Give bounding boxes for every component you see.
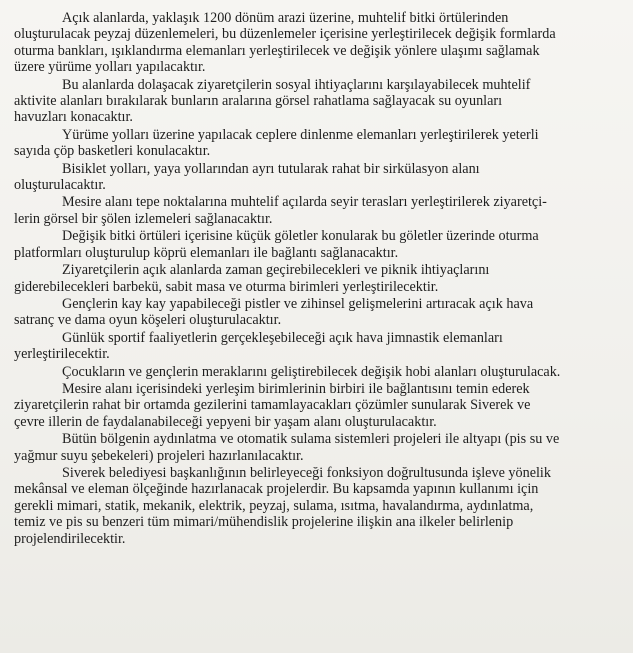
document-body <box>14 10 626 547</box>
text-line: lerin görsel bir şölen izlemeleri sağlanacaktır. <box>14 210 273 227</box>
text-line: platformları oluşturulup köprü elemanları ile bağlantı sağlanacaktır. <box>14 244 399 261</box>
paragraph <box>14 330 626 363</box>
text-line: aktivite alanları bırakılarak bunların aralarına görsel rahatlama sağlayacak su oyunları <box>14 93 503 110</box>
paragraph <box>14 465 626 547</box>
text-line: oturma bankları, ışıklandırma elemanları yerleştirilecek ve değişik yönlere ulaşımı sağlamak <box>14 42 540 59</box>
text-line: Çocukların ve gençlerin meraklarını geliştirebilecek değişik hobi alanları oluşturulacak. <box>62 363 561 380</box>
text-line: yağmur suyu şebekeleri) projeleri hazırlanılacaktır. <box>14 447 304 464</box>
text-line: Mesire alanı tepe noktalarına muhtelif açılarda seyir terasları yerleştirilerek ziyaretçi- <box>62 194 547 211</box>
text-line: Siverek belediyesi başkanlığının belirleyeceği fonksiyon doğrultusunda işleve yönelik <box>62 464 551 481</box>
paragraph <box>14 431 626 464</box>
paragraph <box>14 364 626 380</box>
paragraph <box>14 228 626 261</box>
text-line: projelendirilecektir. <box>14 530 126 547</box>
text-line: havuzları konacaktır. <box>14 109 133 126</box>
text-line: Ziyaretçilerin açık alanlarda zaman geçirebilecekleri ve piknik ihtiyaçlarını <box>62 262 490 279</box>
text-line: Mesire alanı içerisindeki yerleşim birimlerinin birbiri ile bağlantısını temin ederek <box>62 380 530 397</box>
text-line: Bütün bölgenin aydınlatma ve otomatik sulama sistemleri projeleri ile altyapı (pis su ve <box>62 431 560 448</box>
text-line: Değişik bitki örtüleri içerisine küçük göletler konularak bu göletler üzerinde oturma <box>62 228 539 245</box>
paragraph <box>14 127 626 160</box>
text-line: Bu alanlarda dolaşacak ziyaretçilerin sosyal ihtiyaçlarını karşılayabilecek muhtelif <box>62 76 531 93</box>
text-line: satranç ve dama oyun köşeleri oluşturulacaktır. <box>14 312 282 329</box>
text-line: gerekli mimari, statik, mekanik, elektrik, peyzaj, sulama, ısıtma, havalandırma, aydınlatma, <box>14 497 534 514</box>
text-line: sayıda çöp basketleri konulacaktır. <box>14 143 211 160</box>
paragraph <box>14 262 626 295</box>
text-line: mekânsal ve eleman ölçeğinde hazırlanacak projelerdir. Bu kapsamda yapının kullanımı için <box>14 481 539 498</box>
text-line: Açık alanlarda, yaklaşık 1200 dönüm arazi üzerine, muhtelif bitki örtülerinden <box>62 10 509 26</box>
paragraph <box>14 161 626 194</box>
text-line: Günlük sportif faaliyetlerin gerçekleşebileceği açık hava jimnastik elemanları <box>62 329 503 346</box>
text-line: ziyaretçilerin rahat bir ortamda gezilerini tamamlayacakları çözümler sunularak Siverek ve <box>14 397 531 414</box>
text-line: Yürüme yolları üzerine yapılacak ceplere dinlenme elemanları yerleştirilerek yeterli <box>62 126 539 143</box>
paragraph <box>14 194 626 227</box>
text-line: giderebilecekleri barbekü, sabit masa ve oturma birimleri yerleştirilecektir. <box>14 278 439 295</box>
text-line: oluşturulacak peyzaj düzenlemeleri, bu düzenlemeler içerisine yerleştirilecek değişik formlarda <box>14 26 556 43</box>
text-line: çevre illerin de faydalanabileceği yepyeni bir yaşam alanı oluşturulacaktır. <box>14 413 437 430</box>
text-line: üzere yürüme yolları yapılacaktır. <box>14 59 206 76</box>
text-line: oluşturulacaktır. <box>14 177 106 194</box>
text-line: yerleştirilecektir. <box>14 346 110 363</box>
text-line: Gençlerin kay kay yapabileceği pistler ve zihinsel gelişmelerini artıracak açık hava <box>62 295 534 312</box>
paragraph <box>14 296 626 329</box>
paragraph <box>14 10 626 76</box>
text-line: Bisiklet yolları, yaya yollarından ayrı tutularak rahat bir sirkülasyon alanı <box>62 160 480 177</box>
text-line: temiz ve pis su benzeri tüm mimari/mühendislik projelerine ilişkin ana ilkeler belirlenip <box>14 514 514 531</box>
paragraph <box>14 381 626 430</box>
paragraph <box>14 77 626 126</box>
